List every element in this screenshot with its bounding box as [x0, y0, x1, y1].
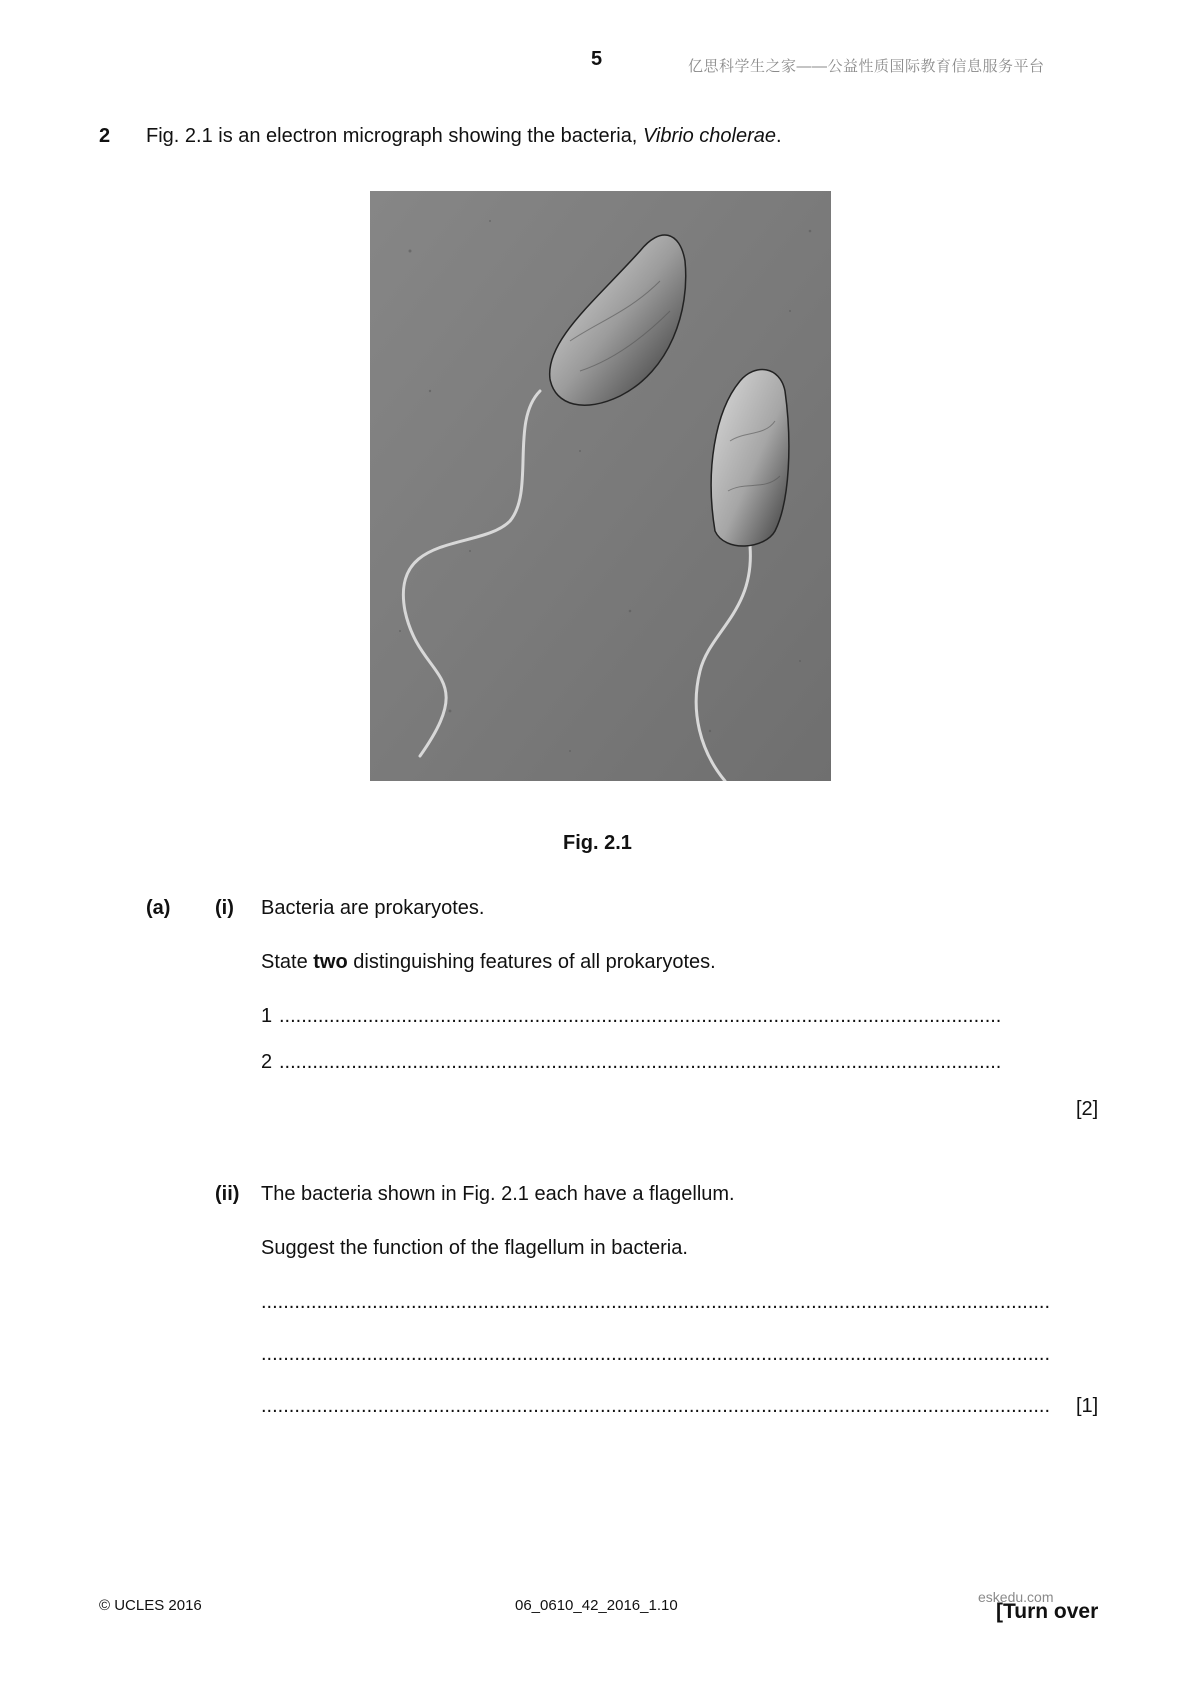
header-watermark: 亿思科学生之家——公益性质国际教育信息服务平台 [688, 58, 1045, 75]
prompt-suffix: distinguishing features of all prokaryotes. [347, 951, 716, 973]
answer-line-ii-1[interactable]: .............................................................................................................................................. [261, 1291, 1051, 1313]
intro-suffix: . [775, 125, 782, 147]
question-intro [146, 125, 782, 148]
prompt-prefix: State [261, 951, 314, 973]
page-number: 5 [591, 48, 603, 70]
sub-i-label: (i) [215, 897, 234, 919]
answer-line-1-number: 1 [261, 1005, 273, 1027]
sub-i-statement: Bacteria are prokaryotes. [261, 897, 485, 919]
sub-i-prompt [261, 951, 716, 974]
footer-copyright: © UCLES 2016 [99, 1597, 202, 1614]
marks-a-ii: [1] [1076, 1395, 1099, 1417]
intro-prefix: Fig. 2.1 is an electron micrograph showing the bacteria, [146, 125, 643, 147]
sub-ii-statement: The bacteria shown in Fig. 2.1 each have a flagellum. [261, 1183, 735, 1205]
answer-line-ii-3[interactable]: .............................................................................................................................................. [261, 1395, 1051, 1417]
answer-line-2-number: 2 [261, 1051, 273, 1073]
footer-code: 06_0610_42_2016_1.10 [515, 1597, 678, 1614]
electron-micrograph [370, 191, 831, 781]
figure-caption: Fig. 2.1 [563, 832, 632, 854]
answer-line-1[interactable]: .................................................................................................................................. [279, 1005, 1002, 1027]
sub-ii-label: (ii) [215, 1183, 240, 1205]
prompt-bold: two [313, 951, 348, 973]
turn-over: [Turn over [996, 1600, 1099, 1623]
species-name: Vibrio cholerae [642, 125, 776, 147]
sub-ii-prompt: Suggest the function of the flagellum in bacteria. [261, 1237, 688, 1259]
part-a-label: (a) [146, 897, 171, 919]
question-number: 2 [99, 125, 111, 147]
answer-line-2[interactable]: .................................................................................................................................. [279, 1051, 1002, 1073]
marks-a-i: [2] [1076, 1098, 1099, 1120]
answer-line-ii-2[interactable]: .............................................................................................................................................. [261, 1343, 1051, 1365]
footer-watermark: eskedu.com [978, 1589, 1054, 1605]
micrograph-svg [370, 191, 831, 781]
